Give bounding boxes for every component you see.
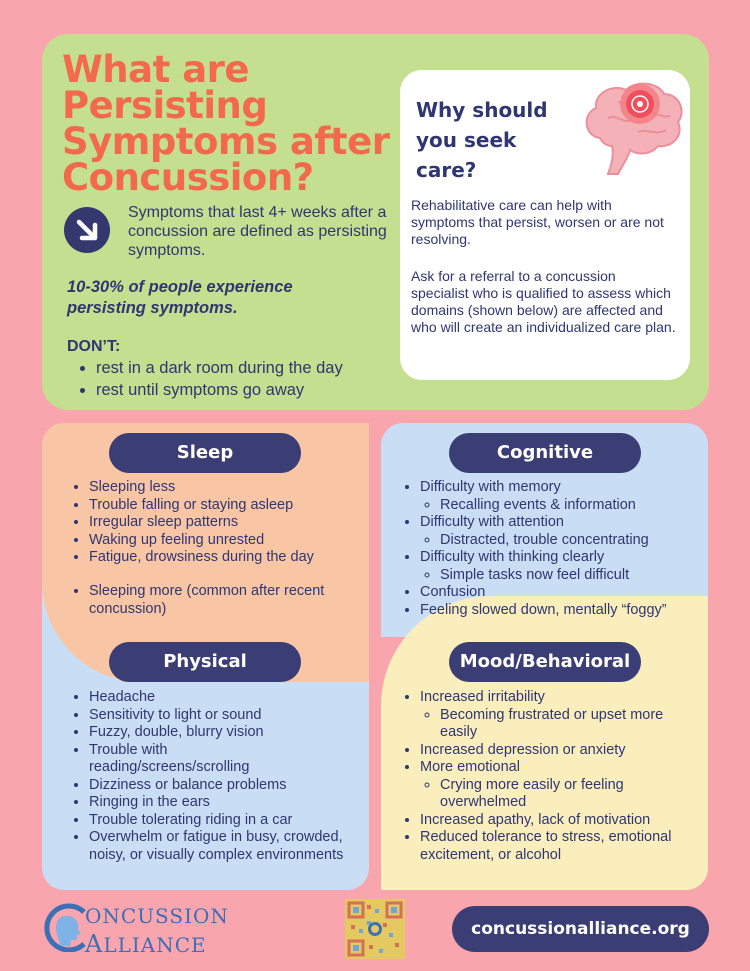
brain-icon — [578, 78, 688, 178]
list-item: • Difficulty with attention ◦ Distracted, trouble concentrating — [420, 514, 725, 549]
why-paragraph-1: Rehabilitative care can help with symptoms that persist, worsen or are not resolving. — [411, 197, 664, 247]
list-item: • Increased apathy, lack of motivation — [420, 812, 720, 830]
sleep-list — [70, 479, 379, 567]
list-item: • Trouble tolerating riding in a car — [89, 812, 379, 830]
list-item: • Headache — [89, 689, 379, 707]
qr-code-icon — [345, 899, 405, 959]
why-paragraph-2: Ask for a referral to a concussion specialist who is qualified to assess which domains (shown below) are affected and who will create an individualized care plan. — [411, 268, 676, 335]
sleep-label: Sleep — [109, 433, 301, 473]
logo-text-line1: ONCUSSION — [85, 904, 229, 928]
mood-label: Mood/Behavioral — [449, 642, 641, 682]
list-item: • Waking up feeling unrested — [89, 532, 379, 550]
statistic-text: 10-30% of people experience persisting symptoms. — [67, 278, 293, 317]
sleep-extra-list — [70, 583, 349, 618]
list-item: • Feeling slowed down, mentally “foggy” — [420, 602, 725, 620]
list-item: • More emotional ◦ Crying more easily or feeling overwhelmed — [420, 759, 720, 812]
physical-label: Physical — [109, 642, 301, 682]
list-item: • Irregular sleep patterns — [89, 514, 379, 532]
list-item: • Ringing in the ears — [89, 794, 379, 812]
cognitive-label: Cognitive — [449, 433, 641, 473]
dont-item: • rest in a dark room during the day — [96, 357, 343, 379]
list-item: • Increased irritability ◦ Becoming frustrated or upset more easily — [420, 689, 720, 742]
list-item: • Sensitivity to light or sound — [89, 707, 379, 725]
dont-heading: DON’T: — [67, 338, 121, 355]
sub-list-item: ◦ Recalling events & information — [440, 497, 725, 515]
list-item: • Reduced tolerance to stress, emotional excitement, or alcohol — [420, 829, 685, 864]
list-item: • Dizziness or balance problems — [89, 777, 379, 795]
list-item: • Confusion — [420, 584, 725, 602]
sub-list-item: ◦ Distracted, trouble concentrating — [440, 532, 725, 550]
list-item: • Overwhelm or fatigue in busy, crowded, noisy, or visually complex environments — [89, 829, 349, 864]
cognitive-list — [401, 479, 725, 619]
list-item: • Trouble falling or staying asleep — [89, 497, 379, 515]
list-item: • Fuzzy, double, blurry vision — [89, 724, 379, 742]
list-item: • Increased depression or anxiety — [420, 742, 720, 760]
dont-list — [76, 357, 343, 401]
list-item: • Difficulty with memory ◦ Recalling events & information — [420, 479, 725, 514]
list-item: • Fatigue, drowsiness during the day — [89, 549, 379, 567]
physical-list — [70, 689, 379, 864]
mood-list — [401, 689, 720, 864]
list-item: • Trouble with reading/screens/scrolling — [89, 742, 239, 777]
page-title: What are Persisting Symptoms after Concussion? — [62, 48, 390, 199]
sub-list-item: ◦ Becoming frustrated or upset more easily — [440, 707, 670, 742]
website-link[interactable]: concussionalliance.org — [452, 906, 709, 952]
head-profile-logo-icon — [44, 902, 90, 952]
definition-text: Symptoms that last 4+ weeks after a concussion are defined as persisting symptoms. — [128, 204, 387, 259]
sub-list-item: ◦ Crying more easily or feeling overwhelmed — [440, 777, 670, 812]
arrow-down-right-icon — [64, 207, 110, 253]
sub-list-item: ◦ Simple tasks now feel difficult — [440, 567, 725, 585]
dont-item: • rest until symptoms go away — [96, 379, 343, 401]
logo-text-line2: ALLIANCE — [85, 930, 207, 958]
list-item: • Difficulty with thinking clearly ◦ Simple tasks now feel difficult — [420, 549, 725, 584]
list-item: • Sleeping less — [89, 479, 379, 497]
why-heading: Why should you seek care? — [416, 98, 548, 182]
list-item: • Sleeping more (common after recent concussion) — [89, 583, 349, 618]
